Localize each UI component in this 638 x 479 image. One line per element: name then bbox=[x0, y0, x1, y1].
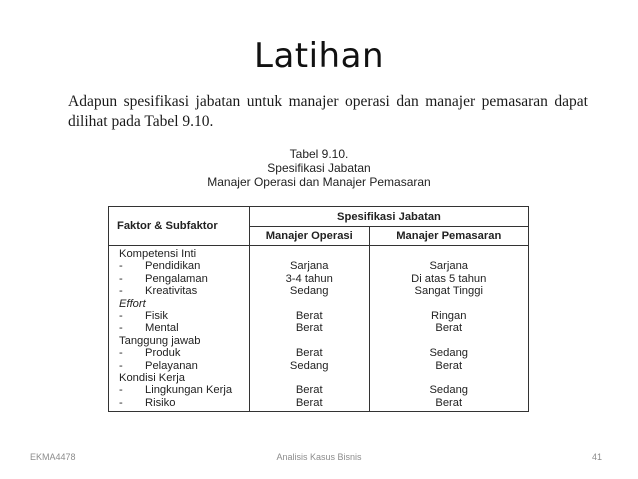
operasi-value: Berat bbox=[295, 396, 323, 409]
subfactor-row bbox=[119, 285, 241, 297]
operasi-value: Berat bbox=[295, 347, 323, 360]
bullet-dash: - bbox=[119, 322, 123, 335]
pemasaran-value bbox=[370, 298, 529, 310]
subfactor-label: Fisik bbox=[145, 309, 168, 322]
pemasaran-value bbox=[370, 372, 529, 384]
subfactor-label: Pelayanan bbox=[145, 359, 198, 372]
slide-title: Latihan bbox=[254, 36, 384, 76]
subfactor-label: Produk bbox=[145, 347, 181, 360]
footer-page-number: 41 bbox=[591, 452, 602, 462]
operasi-value: Berat bbox=[295, 309, 323, 322]
subfactor-row bbox=[119, 360, 241, 372]
bullet-dash: - bbox=[119, 347, 123, 360]
pemasaran-value bbox=[370, 335, 529, 347]
subfactor-label: Pendidikan bbox=[145, 260, 201, 273]
operasi-value: Sedang bbox=[289, 359, 329, 372]
pemasaran-value: Ringan bbox=[431, 309, 467, 322]
subfactor-row bbox=[119, 260, 241, 272]
operasi-value bbox=[250, 335, 369, 347]
subfactor-label: Risiko bbox=[145, 396, 176, 409]
operasi-value bbox=[250, 372, 369, 384]
header-col-operasi: Manajer Operasi bbox=[249, 227, 369, 246]
footer-course-name: Analisis Kasus Bisnis bbox=[276, 452, 362, 462]
operasi-value bbox=[250, 248, 369, 260]
table-title: Spesifikasi Jabatan bbox=[267, 161, 371, 175]
pemasaran-value: Sangat Tinggi bbox=[414, 285, 483, 298]
pemasaran-value: Sedang bbox=[429, 347, 469, 360]
header-spec: Spesifikasi Jabatan bbox=[249, 207, 528, 227]
category-label: Tanggung jawab bbox=[119, 334, 201, 347]
operasi-value: Berat bbox=[295, 322, 323, 335]
header-col-pemasaran: Manajer Pemasaran bbox=[369, 227, 529, 246]
pemasaran-value: Berat bbox=[435, 322, 463, 335]
subfactor-label: Kreativitas bbox=[145, 285, 198, 298]
subfactor-label: Pengalaman bbox=[145, 272, 208, 285]
bullet-dash: - bbox=[119, 285, 123, 298]
intro-paragraph bbox=[68, 92, 588, 132]
subfactor-label: Mental bbox=[145, 322, 179, 335]
pemasaran-value bbox=[370, 248, 529, 260]
subfactor-row bbox=[119, 273, 241, 285]
pemasaran-value: Berat bbox=[435, 396, 463, 409]
spec-table bbox=[108, 206, 529, 412]
operasi-value: Sarjana bbox=[289, 260, 329, 273]
operasi-value: 3-4 tahun bbox=[285, 272, 333, 285]
bullet-dash: - bbox=[119, 272, 123, 285]
table-number: Tabel 9.10. bbox=[289, 147, 349, 161]
operasi-value: Berat bbox=[295, 384, 323, 397]
bullet-dash: - bbox=[119, 309, 123, 322]
table-subtitle: Manajer Operasi dan Manajer Pemasaran bbox=[207, 175, 431, 189]
operasi-column bbox=[249, 246, 369, 412]
bullet-dash: - bbox=[119, 260, 123, 273]
category-label: Effort bbox=[119, 297, 146, 310]
operasi-value bbox=[250, 298, 369, 310]
category-label: Kondisi Kerja bbox=[119, 371, 185, 384]
subfactor-row bbox=[119, 384, 241, 396]
pemasaran-value: Di atas 5 tahun bbox=[411, 272, 487, 285]
subfactor-label: Lingkungan Kerja bbox=[145, 384, 233, 397]
bullet-dash: - bbox=[119, 396, 123, 409]
intro-line-2: dapat dilihat pada Tabel 9.10. bbox=[68, 93, 588, 130]
subfactor-row bbox=[119, 322, 241, 334]
footer-course-code: EKMA4478 bbox=[30, 452, 76, 462]
pemasaran-value: Berat bbox=[435, 359, 463, 372]
subfactor-row bbox=[119, 347, 241, 359]
intro-line-1: Adapun spesifikasi jabatan untuk manajer operasi dan manajer pemasaran bbox=[68, 93, 548, 110]
subfactor-row bbox=[119, 310, 241, 322]
pemasaran-column bbox=[369, 246, 529, 412]
bullet-dash: - bbox=[119, 359, 123, 372]
subfactor-row bbox=[119, 397, 241, 409]
operasi-value: Sedang bbox=[289, 285, 329, 298]
bullet-dash: - bbox=[119, 384, 123, 397]
factor-column bbox=[109, 246, 250, 412]
header-factor: Faktor & Subfaktor bbox=[109, 207, 250, 246]
pemasaran-value: Sedang bbox=[429, 384, 469, 397]
category-label: Kompetensi Inti bbox=[119, 248, 197, 260]
pemasaran-value: Sarjana bbox=[429, 260, 469, 273]
